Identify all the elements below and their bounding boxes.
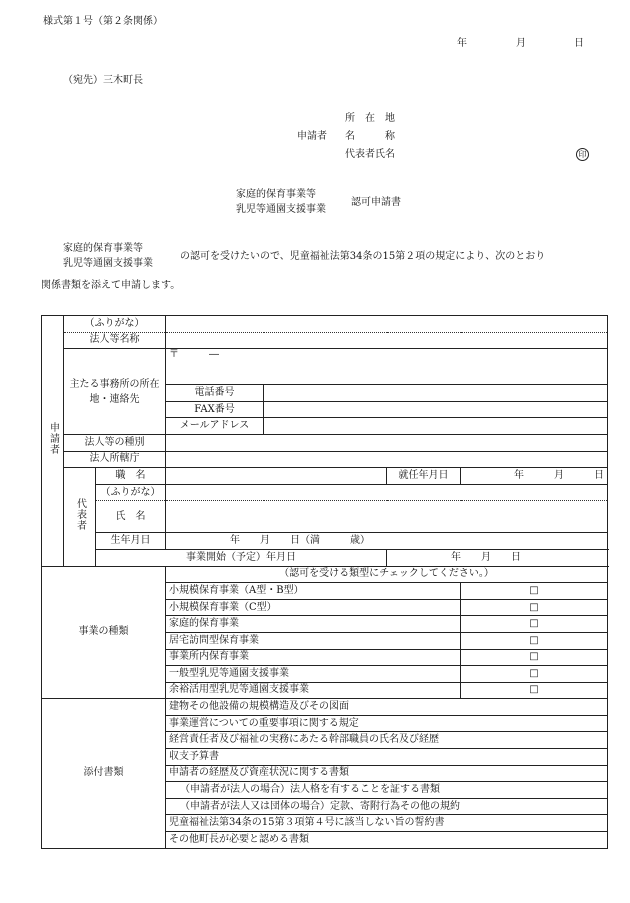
attachment-item: （申請者が法人又は団体の場合）定款、寄附行為その他の規約 [166,798,608,815]
phone-label: 電話番号 [166,385,264,402]
attachments-label: 添付書類 [42,699,166,848]
appointed-date-field[interactable]: 年 月 日 [461,468,608,485]
table-row [42,549,608,566]
table-row [42,316,608,333]
business-type-label: 事業の種類 [42,566,166,699]
attachment-item: 建物その他設備の規模構造及びその図面 [166,699,608,716]
date-day-label: 日 [574,38,584,49]
attachment-item: 事業運営についての重要事項に関する規定 [166,715,608,732]
section-applicant: 申請者 [42,316,64,567]
business-type-checkbox[interactable]: □ [461,599,608,616]
business-type-checkbox[interactable]: □ [461,616,608,633]
business-type-item: 小規模保育事業（A型・B型） [166,583,461,600]
applicant-name-label: 名 称 [345,131,395,142]
table-row [42,434,608,451]
title-suffix: 認可申請書 [351,197,401,208]
fax-field[interactable] [264,401,608,418]
business-type-item: 小規模保育事業（C型） [166,599,461,616]
rep-furigana-label: （ふりがな） [96,484,166,501]
title-line2: 乳児等通園支援事業 [236,204,326,215]
birth-date-label: 生年月日 [96,533,166,550]
start-date-label: 事業開始（予定）年月日 [96,549,387,566]
date-month-label: 月 [516,38,526,49]
attachment-item: 経営責任者及び福祉の実務にあたる幹部職員の氏名及び経歴 [166,732,608,749]
office-label: 主たる事務所の所在地・連絡先 [64,349,166,435]
body-main-text: の認可を受けたいので、児童福祉法第34条の15第２項の規定により、次のとおり [180,251,546,262]
corp-name-label: 法人等名称 [64,332,166,349]
applicant-label: 申請者 [297,131,327,142]
table-row [42,332,608,349]
business-type-item: 事業所内保育事業 [166,649,461,666]
position-label: 職 名 [96,468,166,485]
applicant-address-label: 所 在 地 [345,113,395,124]
table-row [42,451,608,468]
rep-name-field[interactable] [166,501,608,533]
start-date-field[interactable]: 年 月 日 [387,549,608,566]
business-type-item: 一般型乳児等通園支援事業 [166,666,461,683]
furigana-field[interactable] [166,316,608,333]
attachment-item: 児童福祉法第34条の15第３項第４号に該当しない旨の誓約書 [166,815,608,832]
date-year-label: 年 [457,38,467,49]
check-instruction: （認可を受ける類型にチェックしてください。） [166,566,608,583]
position-field[interactable] [166,468,387,485]
business-type-item: 余裕活用型乳児等通園支援事業 [166,682,461,699]
attachment-item: その他町長が必要と認める書類 [166,832,608,849]
corp-authority-field[interactable] [166,451,608,468]
attachment-item: 申請者の経歴及び資産状況に関する書類 [166,765,608,782]
representative-name-label: 代表者氏名 [345,149,395,160]
attachment-item: 収支予算書 [166,749,608,766]
seal-mark: 印 [576,148,589,161]
attachment-item: （申請者が法人の場合）法人格を有することを証する書類 [166,782,608,799]
corp-type-field[interactable] [166,434,608,451]
corp-name-field[interactable] [166,332,608,349]
business-type-checkbox[interactable]: □ [461,583,608,600]
email-field[interactable] [264,418,608,435]
representative-section: 代表者 [64,468,96,566]
body-stacked-line2: 乳児等通園支援事業 [63,258,153,269]
application-table [41,315,608,849]
body-stacked-line1: 家庭的保育事業等 [63,243,143,254]
form-number: 様式第１号（第２条関係） [43,16,163,27]
table-row [42,566,608,583]
corp-type-label: 法人等の種別 [64,434,166,451]
business-type-checkbox[interactable]: □ [461,682,608,699]
phone-field[interactable] [264,385,608,402]
addressee: （宛先）三木町長 [63,75,143,86]
corp-authority-label: 法人所轄庁 [64,451,166,468]
furigana-label: （ふりがな） [64,316,166,333]
business-type-checkbox[interactable]: □ [461,632,608,649]
table-row [42,484,608,501]
body-continuation: 関係書類を添えて申請します。 [41,280,181,291]
email-label: メールアドレス [166,418,264,435]
business-type-checkbox[interactable]: □ [461,666,608,683]
table-row [42,468,608,485]
business-type-checkbox[interactable]: □ [461,649,608,666]
appointed-date-label: 就任年月日 [387,468,461,485]
title-line1: 家庭的保育事業等 [236,189,316,200]
business-type-item: 家庭的保育事業 [166,616,461,633]
table-row [42,699,608,716]
table-row [42,533,608,550]
birth-date-field[interactable]: 年 月 日（満 歳） [166,533,608,550]
rep-furigana-field[interactable] [166,484,608,501]
fax-label: FAX番号 [166,401,264,418]
business-type-item: 居宅訪問型保育事業 [166,632,461,649]
rep-name-label: 氏 名 [96,501,166,533]
postal-address-field[interactable]: 〒 ― [166,349,608,385]
